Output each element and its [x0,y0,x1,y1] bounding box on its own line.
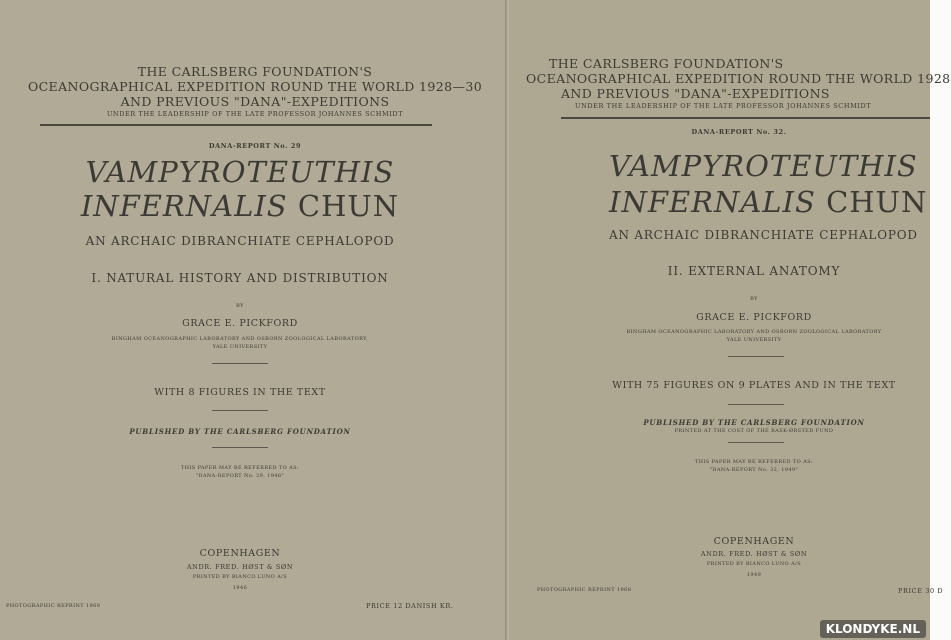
publisher-name: ANDR. FRED. HØST & SØN [186,563,294,571]
title-line-2 [609,185,928,219]
watermark-logo: KLONDYKE.NL [820,620,926,638]
affiliation-line-2: YALE UNIVERSITY [212,344,268,350]
price: PRICE 12 DANISH KR. [366,602,454,610]
divider-1 [212,363,268,364]
leadership-line: UNDER THE LEADERSHIP OF THE LATE PROFESSOR JOHANNES SCHMIDT [575,102,872,110]
publisher-name: ANDR. FRED. HØST & SØN [700,550,808,558]
price: PRICE 30 D [898,587,944,595]
right-book-cover [509,0,951,640]
printer-name: PRINTED BY BIANCO LUNO A/S [706,561,802,567]
city: COPENHAGEN [713,536,795,547]
reference-line-2: "DANA-REPORT No. 29, 1946" [195,473,285,479]
divider-3 [212,447,268,448]
title-line-2 [0,190,480,222]
part-title: II. EXTERNAL ANATOMY [667,264,841,278]
report-number: DANA-REPORT No. 32. [691,128,787,136]
title-word-chun: CHUN [297,189,400,223]
figures-note: WITH 8 FIGURES IN THE TEXT [154,387,326,398]
header-line-1: THE CARLSBERG FOUNDATION'S [137,64,373,79]
title-line-1: VAMPYROTEUTHIS [85,155,395,189]
header-line-2: OCEANOGRAPHICAL EXPEDITION ROUND THE WORLD 1928—30 [27,79,483,94]
city: COPENHAGEN [199,548,281,559]
publisher-note: PUBLISHED BY THE CARLSBERG FOUNDATION [129,427,351,436]
author-name: GRACE E. PICKFORD [696,312,812,323]
by-label: BY [750,296,758,302]
header-line-3: AND PREVIOUS "DANA"-EXPEDITIONS [561,86,830,101]
report-number: DANA-REPORT No. 29 [208,142,302,150]
reference-line-1: THIS PAPER MAY BE REFERRED TO AS: [694,459,814,465]
reprint-note: PHOTOGRAPHIC REPRINT 1968 [6,603,101,609]
reference-line-1: THIS PAPER MAY BE REFERRED TO AS: [180,465,300,471]
affiliation-line-2: YALE UNIVERSITY [726,337,782,343]
divider-1 [728,356,784,357]
divider-3 [728,442,784,443]
publisher-note: PUBLISHED BY THE CARLSBERG FOUNDATION [643,418,865,427]
divider-2 [212,410,268,411]
title-word-infernalis: INFERNALIS [609,185,816,219]
subtitle: AN ARCHAIC DIBRANCHIATE CEPHALOPOD [609,228,918,242]
year: 1949 [746,572,762,578]
publisher-note-2: PRINTED AT THE COST OF THE RASK-ØRSTED FUND [674,428,834,434]
divider-2 [728,404,784,405]
affiliation-line-1: BINGHAM OCEANOGRAPHIC LABORATORY AND OSBORN ZOOLOGICAL LABORATORY, [111,336,369,342]
title-line-1: VAMPYROTEUTHIS [609,149,918,183]
header-line-1: THE CARLSBERG FOUNDATION'S [549,56,784,71]
printer-name: PRINTED BY BIANCO LUNO A/S [192,574,288,580]
reprint-note: PHOTOGRAPHIC REPRINT 1968 [537,587,632,593]
subtitle: AN ARCHAIC DIBRANCHIATE CEPHALOPOD [85,234,395,248]
figures-note: WITH 75 FIGURES ON 9 PLATES AND IN THE TEXT [612,380,896,391]
header-rule [561,117,930,119]
header-line-3: AND PREVIOUS "DANA"-EXPEDITIONS [120,94,390,109]
header-rule [40,124,432,126]
title-word-infernalis: INFERNALIS [80,189,288,223]
affiliation-line-1: BINGHAM OCEANOGRAPHIC LABORATORY AND OSBORN ZOOLOGICAL LABORATORY [626,329,882,335]
part-title: I. NATURAL HISTORY AND DISTRIBUTION [91,271,389,285]
title-word-chun: CHUN [826,185,928,219]
reference-line-2: "DANA-REPORT No. 32, 1949" [709,467,799,473]
header-line-2: OCEANOGRAPHICAL EXPEDITION ROUND THE WORLD 1928 [526,71,951,86]
year: 1946 [232,585,248,591]
author-name: GRACE E. PICKFORD [182,318,298,329]
leadership-line: UNDER THE LEADERSHIP OF THE LATE PROFESSOR JOHANNES SCHMIDT [106,110,404,118]
by-label: BY [236,303,244,309]
